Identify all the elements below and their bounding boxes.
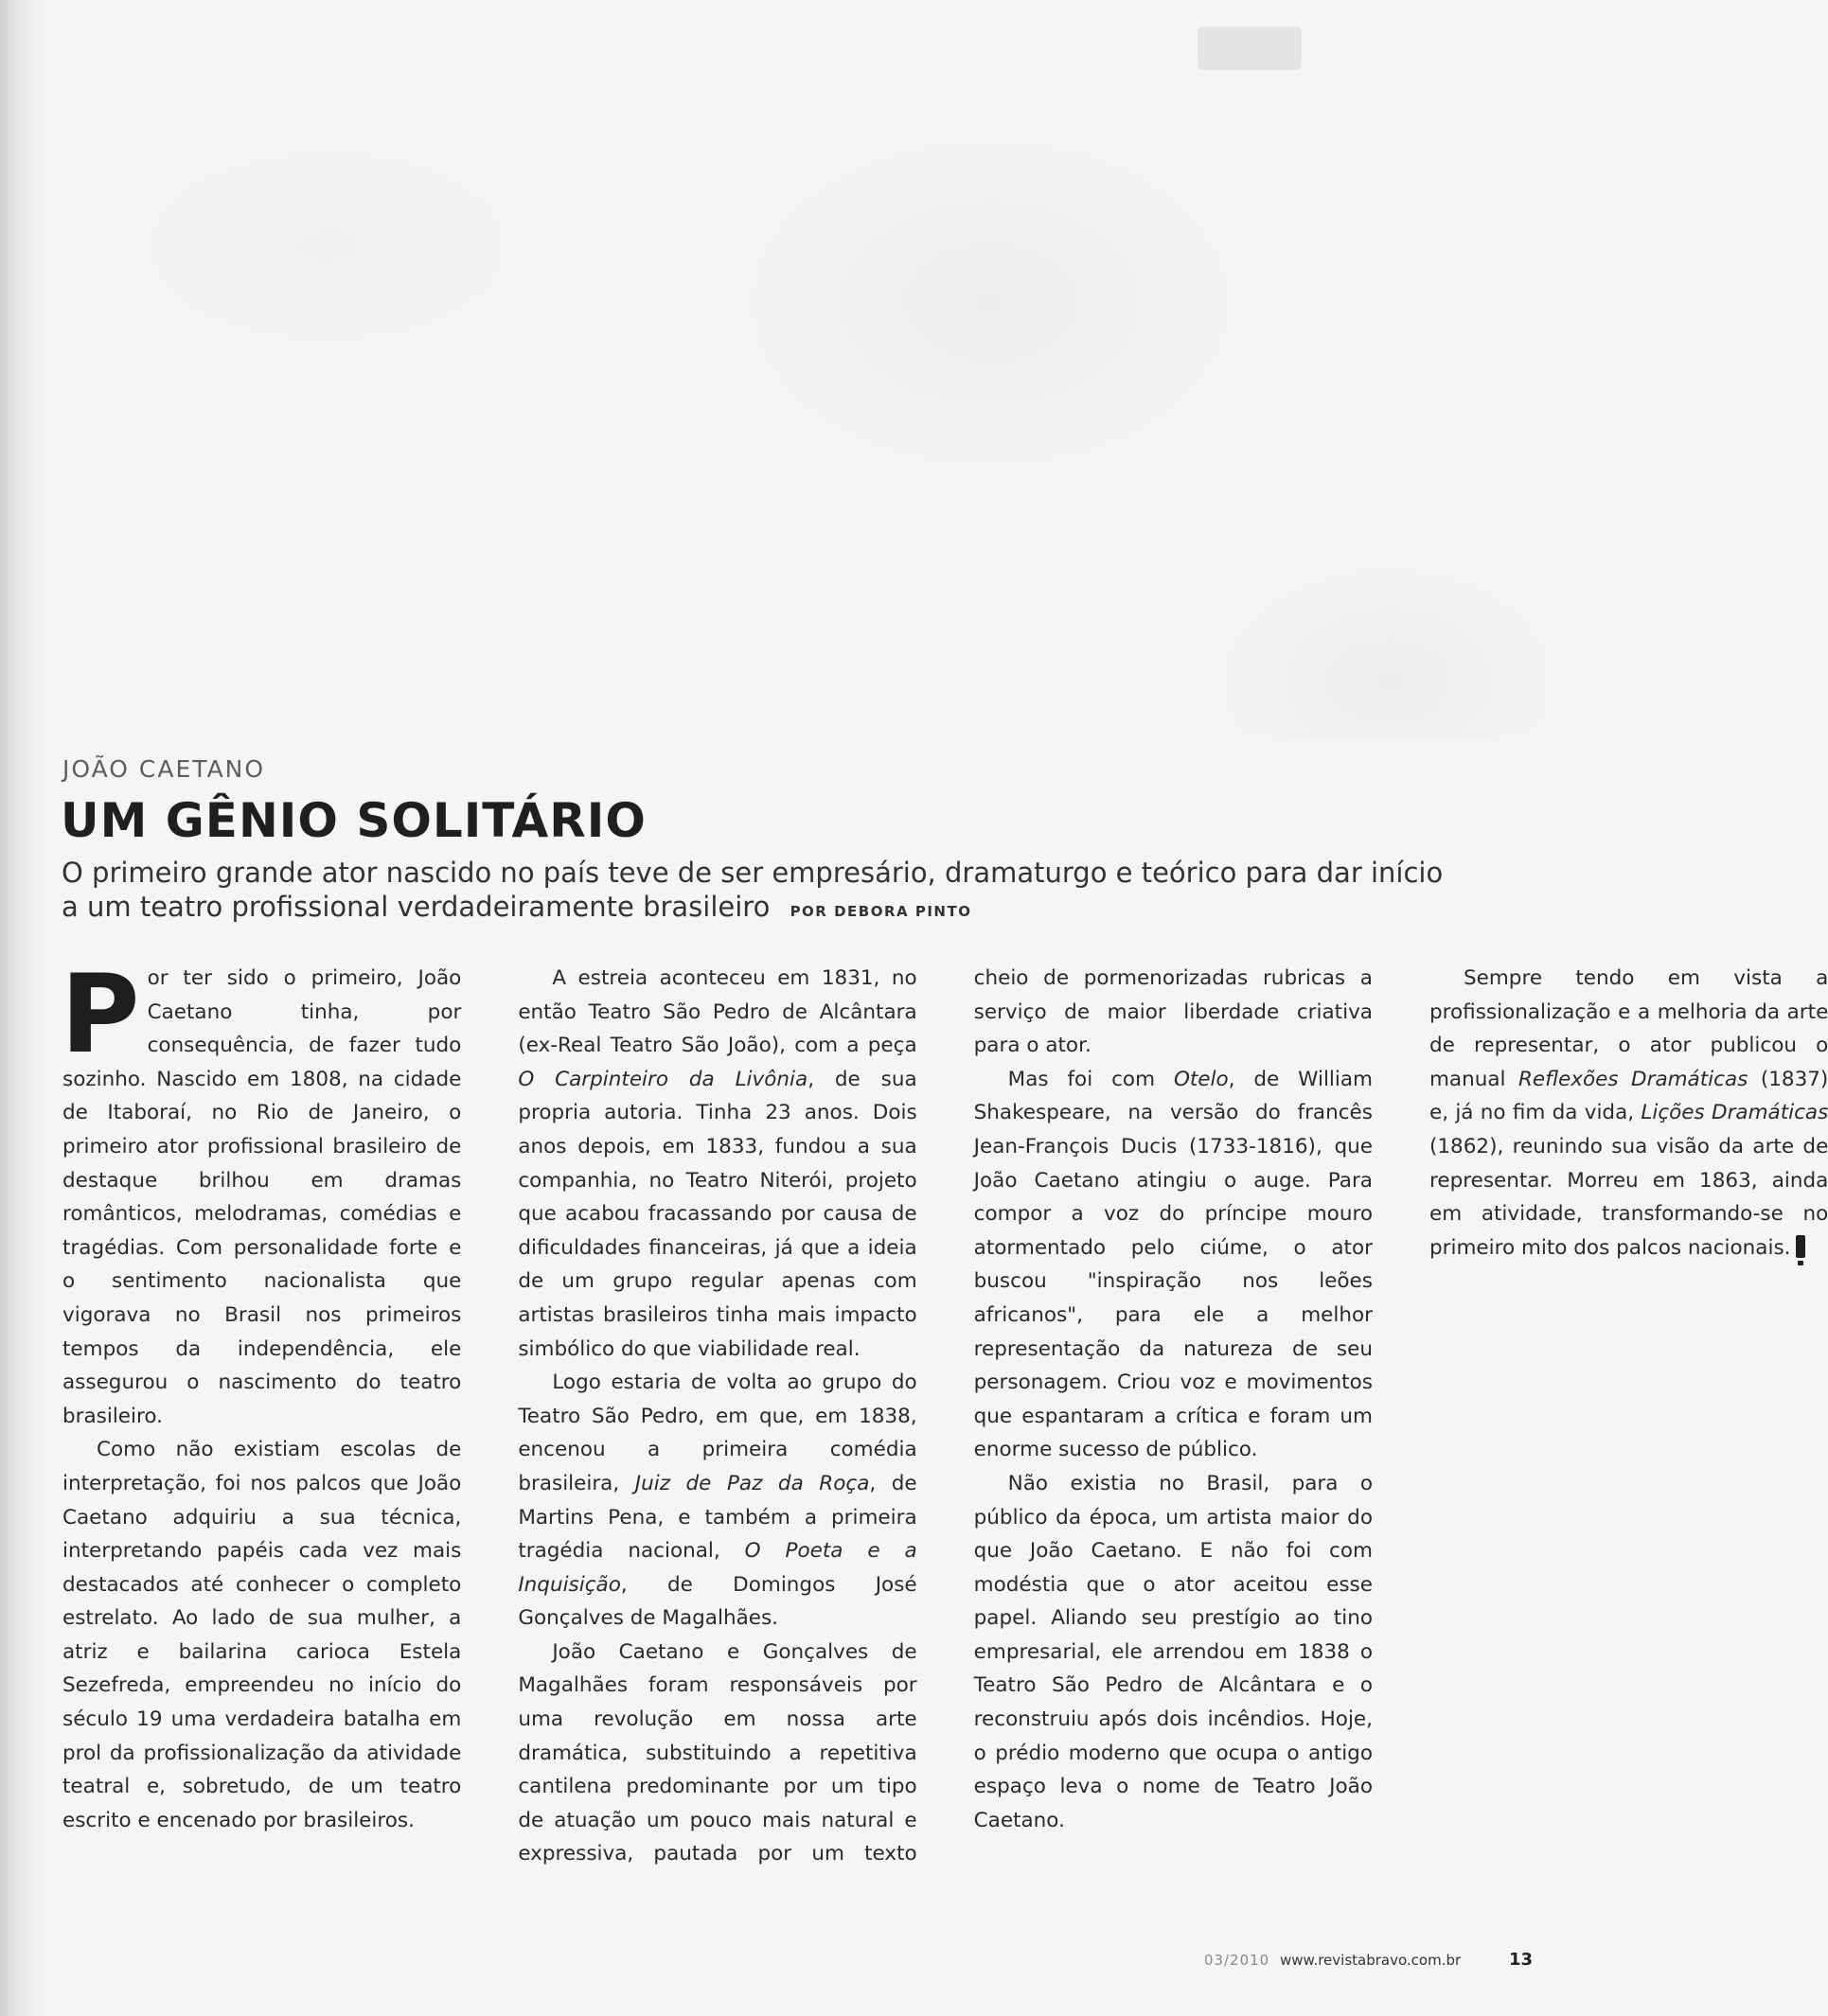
work-title: O Carpinteiro da Livônia	[518, 1067, 808, 1091]
work-title: Juiz de Paz da Roça	[634, 1471, 870, 1495]
paragraph-8-part: (1837) e, já no fim da vida,	[1429, 1067, 1828, 1125]
paragraph-4-part: , de Domingos José Gonçalves de Magalhães.	[518, 1572, 917, 1631]
paragraph-6-part: Mas foi com	[1007, 1067, 1174, 1091]
paragraph-6-part: , de William Shakespeare, na versão do francês Jean-François Ducis (1733-1816), que João Caetano atingiu o auge. Para compor a voz do príncipe mouro atormentado pelo ciúme, o ator buscou "inspiração nos leões africanos", para ele a melhor representação da natureza de seu personagem. Criou voz e movimentos que espantaram a crítica e foram um enorme sucesso de público.	[973, 1067, 1373, 1462]
article-body	[61, 951, 1828, 1899]
article-kicker: JOÃO CAETANO	[62, 755, 266, 783]
drop-cap: P	[61, 951, 140, 1077]
paragraph-6	[974, 1063, 1373, 1467]
work-title: Otelo	[1173, 1067, 1229, 1091]
paragraph-4-part: Logo estaria de volta ao grupo do Teatro São Pedro, em que, em 1838, encenou a primeira comédia brasileira,	[518, 1371, 917, 1495]
deck-text: O primeiro grande ator nascido no país teve de ser empresário, dramaturgo e teórico para dar início a um teatro profissional verdadeiramente brasileiro	[62, 857, 1444, 923]
paragraph-1-text: or ter sido o primeiro, João Caetano tinha, por consequência, de fazer tudo sozinho. Nascido em 1808, na cidade de Itaboraí, no Rio de Janeiro, o primeiro ator profissional brasileiro de destaque brilhou em dramas românticos, melodramas, comédias e tragédias. Com personalidade forte e o sentimento nacionalista que vigorava no Brasil nos primeiros tempos da independência, ele assegurou o nascimento do teatro brasileiro.	[62, 966, 462, 1428]
paragraph-4-part: , de Martins Pena, e também a primeira tragédia nacional,	[518, 1471, 917, 1564]
paragraph-3-part: , de sua propria autoria. Tinha 23 anos. Dois anos depois, em 1833, fundou a sua companhia, no Teatro Niterói, projeto que acabou fracassando por causa de dificuldades financeiras, já que a ideia de um grupo regular apenas com artistas brasileiros tinha mais impacto simbólico do que viabilidade real.	[518, 1067, 917, 1361]
issue-date: 03/2010	[1203, 1952, 1270, 1969]
work-title: Reflexões Dramáticas	[1517, 1067, 1748, 1091]
paragraph-2: Como não existiam escolas de interpretação, foi nos palcos que João Caetano adquiriu a sua técnica, interpretando papéis cada vez mais destacados até conhecer o completo estrelato. Ao lado de sua mulher, a atriz e bailarina carioca Estela Sezefreda, empreendeu no início do século 19 uma verdadeira batalha em prol da profissionalização da atividade teatral e, sobretudo, de um teatro escrito e encenado por brasileiros.	[62, 1438, 462, 1832]
paragraph-8-part: (1862), reunindo sua visão da arte de representar. Morreu em 1863, ainda em atividade, transformando-se no primeiro mito dos palcos nacionais.	[1429, 1134, 1828, 1260]
paragraph-8-part: Sempre tendo em vista a profissionalização e a melhoria da arte de representar, o ator publicou o manual	[1429, 966, 1828, 1091]
paragraph-3-part: A estreia aconteceu em 1831, no então Teatro São Pedro de Alcântara (ex-Real Teatro São João), com a peça	[518, 966, 917, 1058]
page-number: 13	[1508, 1950, 1533, 1970]
exclamation-end-mark-icon	[1796, 1235, 1805, 1258]
bleed-through-smudge	[1198, 27, 1302, 70]
website-link[interactable]: www.revistabravo.com.br	[1280, 1952, 1462, 1969]
paragraph-1	[61, 951, 462, 1433]
paragraph-4	[518, 1366, 916, 1636]
work-title: O Poeta e a Inquisição	[518, 1539, 917, 1597]
article-deck	[62, 856, 1463, 928]
paragraph-7: Não existia no Brasil, para o público da época, um artista maior do que João Caetano. E não foi com modéstia que o ator aceitou esse papel. Aliando seu prestígio ao tino empresarial, ele arrendou em 1838 o Teatro São Pedro de Alcântara e o reconstruiu após dois incêndios. Hoje, o prédio moderno que ocupa o antigo espaço leva o nome de Teatro João Caetano.	[973, 1471, 1373, 1832]
article-headline: UM GÊNIO SOLITÁRIO	[61, 793, 647, 848]
faded-photo-area	[44, 0, 1548, 738]
paragraph-5: João Caetano e Gonçalves de Magalhães foram responsáveis por uma revolução em nossa arte dramática, substituindo a repetitiva cantilena predominante por um tipo de atuação um pouco mais natural e expressiva, pautada por um texto cheio de pormenorizadas rubricas a serviço de maior liberdade criativa para o ator.	[518, 966, 1373, 1866]
paragraph-8	[1429, 962, 1828, 1264]
work-title: Lições Dramáticas	[1641, 1101, 1828, 1125]
page-footer	[1204, 1950, 1533, 1970]
paragraph-3	[518, 962, 916, 1366]
binding-gutter-shadow	[0, 0, 44, 2016]
byline: POR DEBORA PINTO	[790, 903, 972, 920]
